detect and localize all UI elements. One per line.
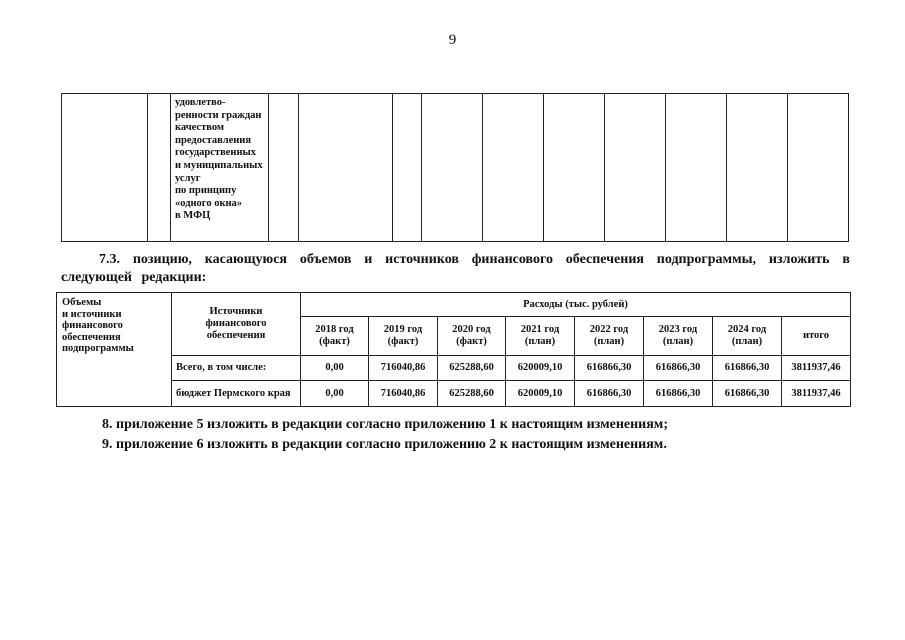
item-8: 8. приложение 5 изложить в редакции согласно приложению 1 к настоящим изменениям;	[102, 417, 669, 432]
column-header: 2022 год (план)	[575, 317, 644, 356]
value-cell: 0,00	[301, 356, 369, 381]
column-header: 2018 год (факт)	[301, 317, 369, 356]
value-cell: 3811937,46	[782, 356, 851, 381]
column-header: 2021 год (план)	[506, 317, 575, 356]
value-cell: 0,00	[301, 381, 369, 407]
table-cell	[171, 94, 269, 242]
column-header: итого	[782, 317, 851, 356]
finance-table	[56, 292, 851, 407]
continuation-table	[61, 93, 849, 242]
column-header: 2023 год (план)	[644, 317, 713, 356]
indicator-name: удовлетво- ренности граждан качеством предоставления государственных и муниципальных услуг по принципу «одного окна» в МФЦ	[175, 97, 263, 222]
value-cell: 620009,10	[506, 381, 575, 407]
value-cell: 620009,10	[506, 356, 575, 381]
table-cell	[788, 94, 849, 242]
source-cell: бюджет Пермского края	[172, 381, 301, 407]
value-cell: 716040,86	[369, 356, 438, 381]
column-header: 2024 год (план)	[713, 317, 782, 356]
item-9: 9. приложение 6 изложить в редакции согласно приложению 2 к настоящим изменениям.	[102, 437, 667, 452]
table-cell	[666, 94, 727, 242]
table-cell	[62, 94, 148, 242]
table-cell	[605, 94, 666, 242]
table-cell	[727, 94, 788, 242]
column-header: 2019 год (факт)	[369, 317, 438, 356]
expenses-header: Расходы (тыс. рублей)	[301, 293, 851, 317]
row-label: Объемы и источники финансового обеспечения подпрограммы	[57, 293, 172, 407]
table-cell	[148, 94, 171, 242]
value-cell: 625288,60	[438, 356, 506, 381]
value-cell: 3811937,46	[782, 381, 851, 407]
sources-header: Источники финансового обеспечения	[172, 293, 301, 356]
value-cell: 616866,30	[644, 356, 713, 381]
table-row	[57, 381, 851, 407]
value-cell: 616866,30	[713, 381, 782, 407]
table-cell	[422, 94, 483, 242]
value-cell: 625288,60	[438, 381, 506, 407]
finance-header-row-1	[57, 293, 851, 317]
value-cell: 616866,30	[713, 356, 782, 381]
value-cell: 616866,30	[575, 356, 644, 381]
page-number: 9	[448, 32, 457, 48]
continuation-row	[62, 94, 849, 242]
source-cell: Всего, в том числе:	[172, 356, 301, 381]
table-cell	[483, 94, 544, 242]
value-cell: 616866,30	[575, 381, 644, 407]
table-cell	[393, 94, 422, 242]
table-row	[57, 356, 851, 381]
value-cell: 616866,30	[644, 381, 713, 407]
table-cell	[544, 94, 605, 242]
value-cell: 716040,86	[369, 381, 438, 407]
table-cell	[269, 94, 299, 242]
paragraph-7-3: 7.3. позицию, касающуюся объемов и источников финансового обеспечения подпрограммы, изложить в следующей редакции:	[61, 252, 850, 285]
table-cell	[299, 94, 393, 242]
column-header: 2020 год (факт)	[438, 317, 506, 356]
